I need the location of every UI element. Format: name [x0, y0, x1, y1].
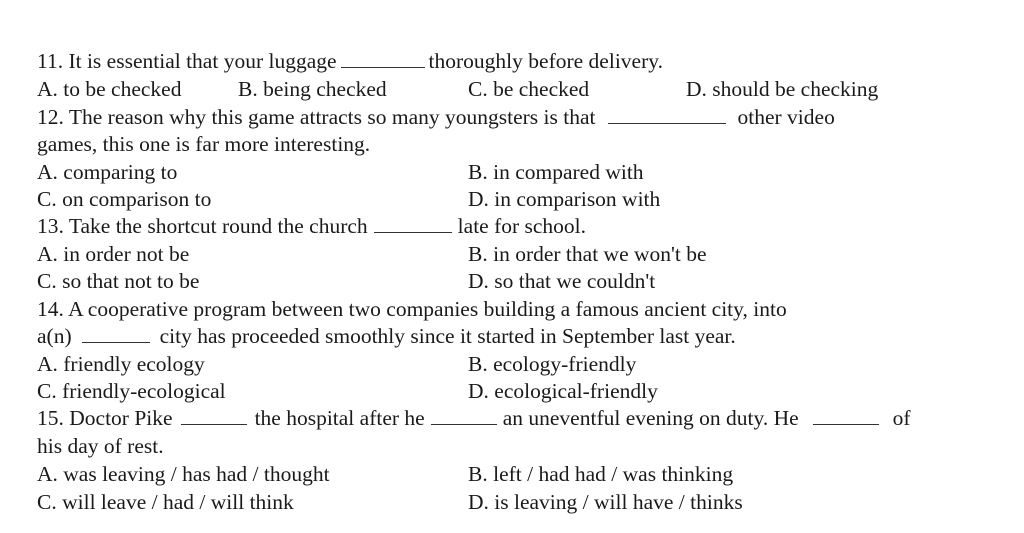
- question-15: [37, 405, 911, 431]
- answer-blank[interactable]: [608, 107, 726, 124]
- option-12-c[interactable]: C. on comparison to: [37, 187, 212, 211]
- option-15-a[interactable]: A. was leaving / has had / thought: [37, 462, 330, 486]
- option-14-b[interactable]: B. ecology-friendly: [468, 352, 637, 376]
- answer-blank[interactable]: [181, 408, 247, 425]
- question-14-stem-start: 14. A cooperative program between two companies building a famous ancient city, into: [37, 297, 787, 321]
- question-11: [37, 48, 663, 74]
- question-15-stem-start: 15. Doctor Pike: [37, 406, 173, 430]
- option-13-d[interactable]: D. so that we couldn't: [468, 269, 656, 293]
- option-12-b[interactable]: B. in compared with: [468, 160, 644, 184]
- question-12-stem-mid: other video: [737, 105, 835, 129]
- question-15-stem-mid1: the hospital after he: [254, 406, 425, 430]
- answer-blank[interactable]: [341, 51, 425, 68]
- question-13-stem-end: late for school.: [457, 214, 587, 238]
- option-13-c[interactable]: C. so that not to be: [37, 269, 200, 293]
- option-11-a[interactable]: A. to be checked: [37, 77, 182, 101]
- option-11-c[interactable]: C. be checked: [468, 77, 590, 101]
- question-11-stem-end: thoroughly before delivery.: [428, 49, 663, 73]
- question-12-stem-start: 12. The reason why this game attracts so many youngsters is that: [37, 105, 596, 129]
- answer-blank[interactable]: [431, 408, 497, 425]
- option-14-c[interactable]: C. friendly-ecological: [37, 379, 226, 403]
- option-15-d[interactable]: D. is leaving / will have / thinks: [468, 490, 743, 514]
- answer-blank[interactable]: [374, 216, 452, 233]
- option-12-a[interactable]: A. comparing to: [37, 160, 178, 184]
- question-14-stem-end: city has proceeded smoothly since it started in September last year.: [159, 324, 736, 348]
- question-12: [37, 104, 835, 130]
- question-13-stem-start: 13. Take the shortcut round the church: [37, 214, 368, 238]
- option-12-d[interactable]: D. in comparison with: [468, 187, 661, 211]
- option-14-a[interactable]: A. friendly ecology: [37, 352, 205, 376]
- option-13-a[interactable]: A. in order not be: [37, 242, 190, 266]
- question-15-stem-mid2: an uneventful evening on duty. He: [502, 406, 799, 430]
- question-14-article: a(n): [37, 324, 72, 348]
- question-11-stem-start: 11. It is essential that your luggage: [37, 49, 337, 73]
- option-14-d[interactable]: D. ecological-friendly: [468, 379, 658, 403]
- option-11-d[interactable]: D. should be checking: [686, 77, 879, 101]
- question-13: [37, 213, 586, 239]
- question-12-stem-cont: games, this one is far more interesting.: [37, 132, 371, 156]
- option-15-b[interactable]: B. left / had had / was thinking: [468, 462, 734, 486]
- option-13-b[interactable]: B. in order that we won't be: [468, 242, 707, 266]
- question-15-stem-mid3: of: [892, 406, 911, 430]
- option-11-b[interactable]: B. being checked: [238, 77, 387, 101]
- answer-blank[interactable]: [82, 326, 150, 343]
- question-14: [37, 323, 736, 349]
- answer-blank[interactable]: [813, 408, 879, 425]
- question-15-stem-cont: his day of rest.: [37, 434, 164, 458]
- option-15-c[interactable]: C. will leave / had / will think: [37, 490, 294, 514]
